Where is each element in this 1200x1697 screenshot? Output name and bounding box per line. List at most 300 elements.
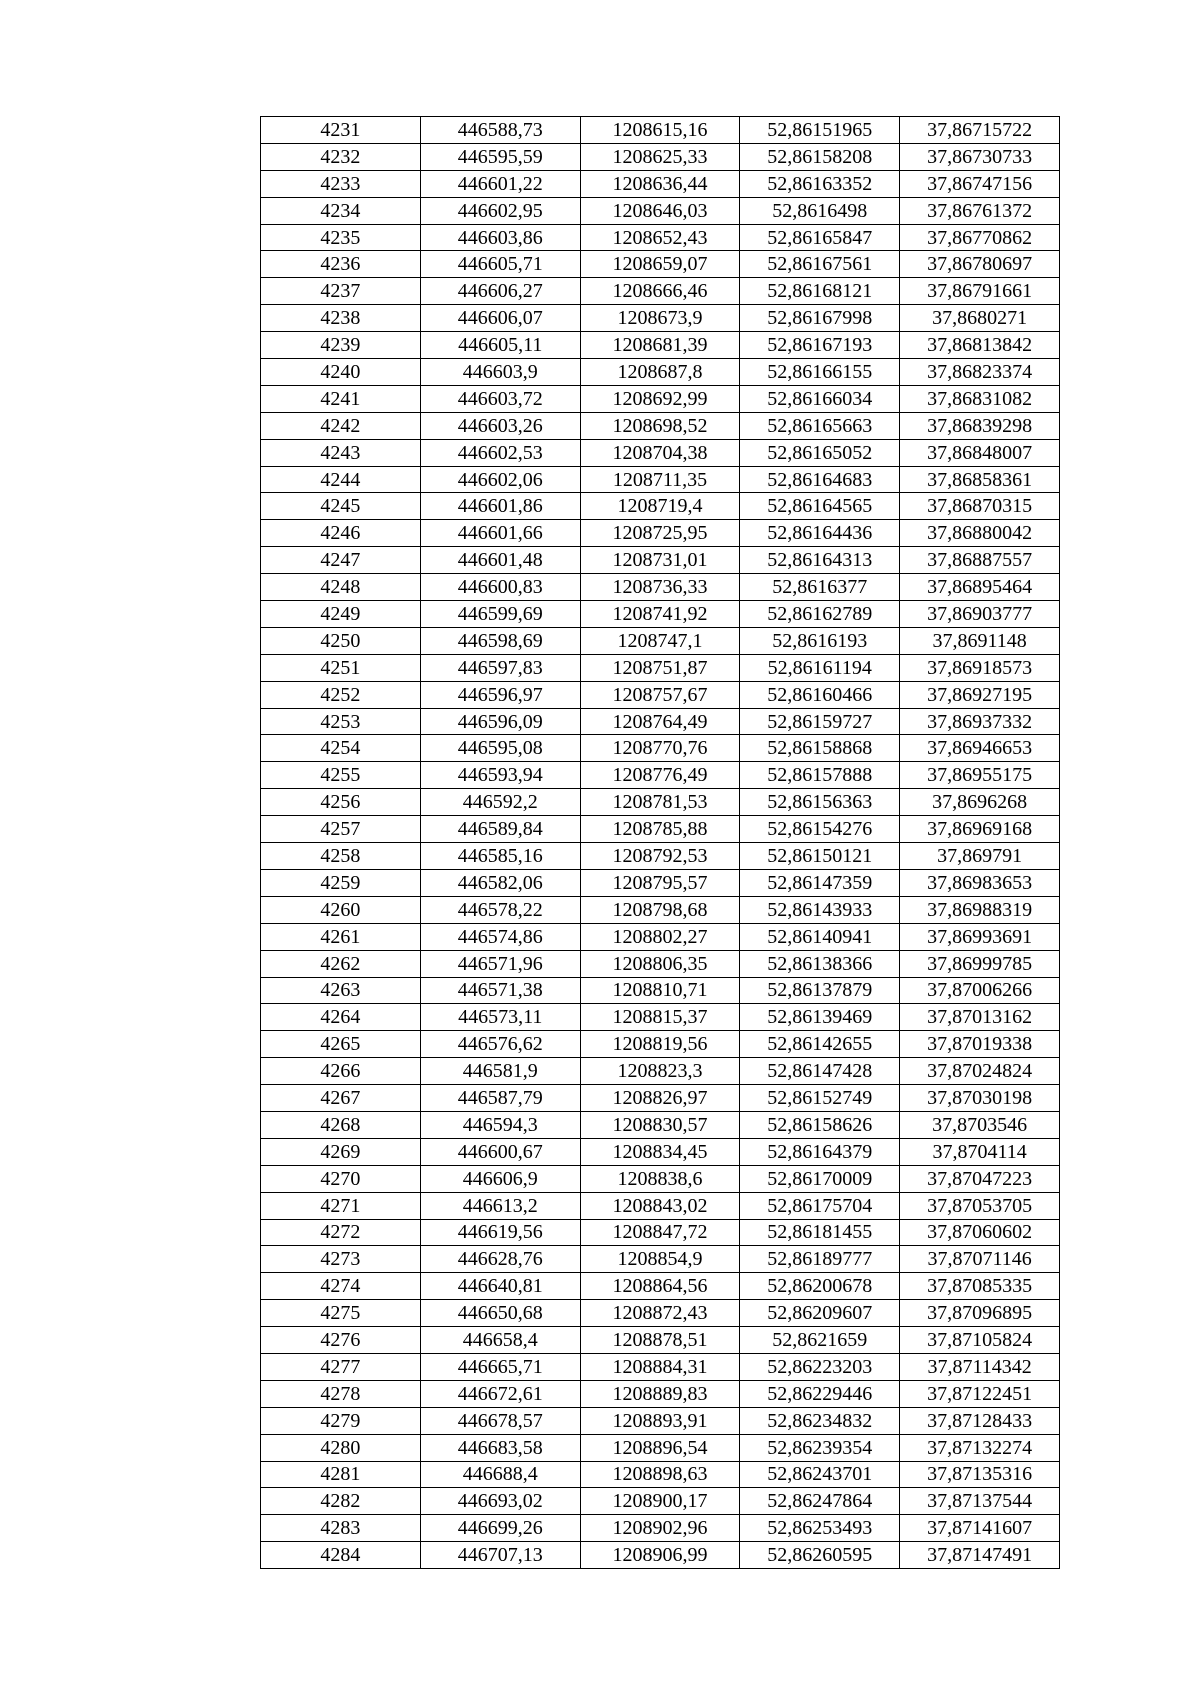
latitude-cell: 52,86167561: [740, 251, 900, 278]
x-coordinate-cell: 446573,11: [420, 1004, 580, 1031]
longitude-cell: 37,86730733: [900, 143, 1060, 170]
point-number-cell: 4266: [261, 1058, 421, 1085]
longitude-cell: 37,86903777: [900, 601, 1060, 628]
x-coordinate-cell: 446599,69: [420, 601, 580, 628]
table-row: [261, 896, 1060, 923]
point-number-cell: 4270: [261, 1165, 421, 1192]
x-coordinate-cell: 446594,3: [420, 1111, 580, 1138]
y-coordinate-cell: 1208823,3: [580, 1058, 740, 1085]
y-coordinate-cell: 1208893,91: [580, 1407, 740, 1434]
y-coordinate-cell: 1208900,17: [580, 1488, 740, 1515]
y-coordinate-cell: 1208698,52: [580, 412, 740, 439]
point-number-cell: 4273: [261, 1246, 421, 1273]
table-row: [261, 869, 1060, 896]
table-row: [261, 332, 1060, 359]
latitude-cell: 52,86170009: [740, 1165, 900, 1192]
x-coordinate-cell: 446601,22: [420, 170, 580, 197]
latitude-cell: 52,86164436: [740, 520, 900, 547]
latitude-cell: 52,86161194: [740, 654, 900, 681]
longitude-cell: 37,87122451: [900, 1380, 1060, 1407]
table-row: [261, 197, 1060, 224]
point-number-cell: 4280: [261, 1434, 421, 1461]
table-row: [261, 627, 1060, 654]
x-coordinate-cell: 446596,09: [420, 708, 580, 735]
longitude-cell: 37,87013162: [900, 1004, 1060, 1031]
table-row: [261, 816, 1060, 843]
longitude-cell: 37,87137544: [900, 1488, 1060, 1515]
point-number-cell: 4275: [261, 1300, 421, 1327]
latitude-cell: 52,86175704: [740, 1192, 900, 1219]
table-row: [261, 224, 1060, 251]
latitude-cell: 52,86189777: [740, 1246, 900, 1273]
point-number-cell: 4245: [261, 493, 421, 520]
latitude-cell: 52,86164565: [740, 493, 900, 520]
coordinates-table: [260, 116, 1060, 1569]
x-coordinate-cell: 446603,26: [420, 412, 580, 439]
longitude-cell: 37,8703546: [900, 1111, 1060, 1138]
x-coordinate-cell: 446571,96: [420, 950, 580, 977]
point-number-cell: 4284: [261, 1542, 421, 1569]
longitude-cell: 37,86870315: [900, 493, 1060, 520]
latitude-cell: 52,86152749: [740, 1085, 900, 1112]
table-row: [261, 305, 1060, 332]
point-number-cell: 4254: [261, 735, 421, 762]
y-coordinate-cell: 1208810,71: [580, 977, 740, 1004]
table-row: [261, 601, 1060, 628]
y-coordinate-cell: 1208792,53: [580, 843, 740, 870]
y-coordinate-cell: 1208843,02: [580, 1192, 740, 1219]
longitude-cell: 37,87006266: [900, 977, 1060, 1004]
table-row: [261, 1031, 1060, 1058]
point-number-cell: 4276: [261, 1327, 421, 1354]
latitude-cell: 52,8621659: [740, 1327, 900, 1354]
longitude-cell: 37,86955175: [900, 762, 1060, 789]
x-coordinate-cell: 446600,67: [420, 1138, 580, 1165]
longitude-cell: 37,87141607: [900, 1515, 1060, 1542]
point-number-cell: 4256: [261, 789, 421, 816]
x-coordinate-cell: 446585,16: [420, 843, 580, 870]
point-number-cell: 4262: [261, 950, 421, 977]
latitude-cell: 52,86181455: [740, 1219, 900, 1246]
y-coordinate-cell: 1208770,76: [580, 735, 740, 762]
x-coordinate-cell: 446596,97: [420, 681, 580, 708]
longitude-cell: 37,87053705: [900, 1192, 1060, 1219]
longitude-cell: 37,87132274: [900, 1434, 1060, 1461]
longitude-cell: 37,87085335: [900, 1273, 1060, 1300]
longitude-cell: 37,86983653: [900, 869, 1060, 896]
longitude-cell: 37,86780697: [900, 251, 1060, 278]
table-row: [261, 1488, 1060, 1515]
point-number-cell: 4249: [261, 601, 421, 628]
table-row: [261, 1380, 1060, 1407]
y-coordinate-cell: 1208776,49: [580, 762, 740, 789]
table-row: [261, 1327, 1060, 1354]
x-coordinate-cell: 446606,07: [420, 305, 580, 332]
point-number-cell: 4234: [261, 197, 421, 224]
latitude-cell: 52,86159727: [740, 708, 900, 735]
x-coordinate-cell: 446601,86: [420, 493, 580, 520]
y-coordinate-cell: 1208741,92: [580, 601, 740, 628]
point-number-cell: 4259: [261, 869, 421, 896]
y-coordinate-cell: 1208615,16: [580, 117, 740, 144]
longitude-cell: 37,87128433: [900, 1407, 1060, 1434]
x-coordinate-cell: 446582,06: [420, 869, 580, 896]
x-coordinate-cell: 446595,08: [420, 735, 580, 762]
longitude-cell: 37,86831082: [900, 385, 1060, 412]
point-number-cell: 4278: [261, 1380, 421, 1407]
table-row: [261, 1219, 1060, 1246]
x-coordinate-cell: 446603,72: [420, 385, 580, 412]
latitude-cell: 52,86160466: [740, 681, 900, 708]
latitude-cell: 52,86243701: [740, 1461, 900, 1488]
table-row: [261, 762, 1060, 789]
latitude-cell: 52,86154276: [740, 816, 900, 843]
y-coordinate-cell: 1208687,8: [580, 359, 740, 386]
latitude-cell: 52,86168121: [740, 278, 900, 305]
point-number-cell: 4263: [261, 977, 421, 1004]
x-coordinate-cell: 446597,83: [420, 654, 580, 681]
table-row: [261, 143, 1060, 170]
point-number-cell: 4283: [261, 1515, 421, 1542]
longitude-cell: 37,86747156: [900, 170, 1060, 197]
longitude-cell: 37,87047223: [900, 1165, 1060, 1192]
x-coordinate-cell: 446578,22: [420, 896, 580, 923]
point-number-cell: 4240: [261, 359, 421, 386]
x-coordinate-cell: 446581,9: [420, 1058, 580, 1085]
table-row: [261, 1165, 1060, 1192]
x-coordinate-cell: 446603,86: [420, 224, 580, 251]
longitude-cell: 37,86813842: [900, 332, 1060, 359]
x-coordinate-cell: 446707,13: [420, 1542, 580, 1569]
table-row: [261, 1300, 1060, 1327]
point-number-cell: 4261: [261, 923, 421, 950]
x-coordinate-cell: 446658,4: [420, 1327, 580, 1354]
latitude-cell: 52,86164379: [740, 1138, 900, 1165]
latitude-cell: 52,86138366: [740, 950, 900, 977]
latitude-cell: 52,86163352: [740, 170, 900, 197]
y-coordinate-cell: 1208736,33: [580, 574, 740, 601]
latitude-cell: 52,86147359: [740, 869, 900, 896]
x-coordinate-cell: 446576,62: [420, 1031, 580, 1058]
x-coordinate-cell: 446693,02: [420, 1488, 580, 1515]
table-row: [261, 1246, 1060, 1273]
y-coordinate-cell: 1208659,07: [580, 251, 740, 278]
longitude-cell: 37,86927195: [900, 681, 1060, 708]
x-coordinate-cell: 446602,06: [420, 466, 580, 493]
x-coordinate-cell: 446602,95: [420, 197, 580, 224]
x-coordinate-cell: 446605,11: [420, 332, 580, 359]
table-row: [261, 1434, 1060, 1461]
longitude-cell: 37,8680271: [900, 305, 1060, 332]
latitude-cell: 52,86209607: [740, 1300, 900, 1327]
x-coordinate-cell: 446588,73: [420, 117, 580, 144]
latitude-cell: 52,86200678: [740, 1273, 900, 1300]
y-coordinate-cell: 1208725,95: [580, 520, 740, 547]
point-number-cell: 4277: [261, 1353, 421, 1380]
x-coordinate-cell: 446683,58: [420, 1434, 580, 1461]
longitude-cell: 37,86918573: [900, 654, 1060, 681]
x-coordinate-cell: 446606,9: [420, 1165, 580, 1192]
longitude-cell: 37,8704114: [900, 1138, 1060, 1165]
y-coordinate-cell: 1208830,57: [580, 1111, 740, 1138]
point-number-cell: 4267: [261, 1085, 421, 1112]
latitude-cell: 52,86167998: [740, 305, 900, 332]
table-row: [261, 1542, 1060, 1569]
x-coordinate-cell: 446665,71: [420, 1353, 580, 1380]
x-coordinate-cell: 446650,68: [420, 1300, 580, 1327]
x-coordinate-cell: 446628,76: [420, 1246, 580, 1273]
table-row: [261, 170, 1060, 197]
y-coordinate-cell: 1208625,33: [580, 143, 740, 170]
table-row: [261, 681, 1060, 708]
longitude-cell: 37,86858361: [900, 466, 1060, 493]
table-row: [261, 1138, 1060, 1165]
y-coordinate-cell: 1208731,01: [580, 547, 740, 574]
latitude-cell: 52,8616377: [740, 574, 900, 601]
point-number-cell: 4237: [261, 278, 421, 305]
y-coordinate-cell: 1208646,03: [580, 197, 740, 224]
x-coordinate-cell: 446613,2: [420, 1192, 580, 1219]
point-number-cell: 4233: [261, 170, 421, 197]
table-row: [261, 1058, 1060, 1085]
y-coordinate-cell: 1208854,9: [580, 1246, 740, 1273]
longitude-cell: 37,86937332: [900, 708, 1060, 735]
longitude-cell: 37,86791661: [900, 278, 1060, 305]
table-row: [261, 950, 1060, 977]
longitude-cell: 37,8691148: [900, 627, 1060, 654]
table-row: [261, 466, 1060, 493]
coordinates-table-body: [261, 117, 1060, 1569]
y-coordinate-cell: 1208673,9: [580, 305, 740, 332]
longitude-cell: 37,86848007: [900, 439, 1060, 466]
point-number-cell: 4255: [261, 762, 421, 789]
point-number-cell: 4241: [261, 385, 421, 412]
y-coordinate-cell: 1208681,39: [580, 332, 740, 359]
y-coordinate-cell: 1208884,31: [580, 1353, 740, 1380]
table-row: [261, 708, 1060, 735]
latitude-cell: 52,86165052: [740, 439, 900, 466]
y-coordinate-cell: 1208704,38: [580, 439, 740, 466]
point-number-cell: 4236: [261, 251, 421, 278]
point-number-cell: 4252: [261, 681, 421, 708]
longitude-cell: 37,87114342: [900, 1353, 1060, 1380]
longitude-cell: 37,86969168: [900, 816, 1060, 843]
y-coordinate-cell: 1208781,53: [580, 789, 740, 816]
x-coordinate-cell: 446601,48: [420, 547, 580, 574]
y-coordinate-cell: 1208711,35: [580, 466, 740, 493]
latitude-cell: 52,86164683: [740, 466, 900, 493]
latitude-cell: 52,86140941: [740, 923, 900, 950]
x-coordinate-cell: 446593,94: [420, 762, 580, 789]
longitude-cell: 37,86715722: [900, 117, 1060, 144]
y-coordinate-cell: 1208636,44: [580, 170, 740, 197]
point-number-cell: 4247: [261, 547, 421, 574]
table-row: [261, 1515, 1060, 1542]
latitude-cell: 52,86143933: [740, 896, 900, 923]
y-coordinate-cell: 1208906,99: [580, 1542, 740, 1569]
table-row: [261, 117, 1060, 144]
table-row: [261, 1111, 1060, 1138]
table-row: [261, 1273, 1060, 1300]
longitude-cell: 37,87024824: [900, 1058, 1060, 1085]
y-coordinate-cell: 1208838,6: [580, 1165, 740, 1192]
x-coordinate-cell: 446619,56: [420, 1219, 580, 1246]
point-number-cell: 4238: [261, 305, 421, 332]
x-coordinate-cell: 446606,27: [420, 278, 580, 305]
latitude-cell: 52,86164313: [740, 547, 900, 574]
y-coordinate-cell: 1208847,72: [580, 1219, 740, 1246]
point-number-cell: 4251: [261, 654, 421, 681]
y-coordinate-cell: 1208785,88: [580, 816, 740, 843]
latitude-cell: 52,86156363: [740, 789, 900, 816]
x-coordinate-cell: 446640,81: [420, 1273, 580, 1300]
y-coordinate-cell: 1208878,51: [580, 1327, 740, 1354]
y-coordinate-cell: 1208815,37: [580, 1004, 740, 1031]
table-row: [261, 1461, 1060, 1488]
latitude-cell: 52,86166034: [740, 385, 900, 412]
table-row: [261, 923, 1060, 950]
y-coordinate-cell: 1208834,45: [580, 1138, 740, 1165]
point-number-cell: 4243: [261, 439, 421, 466]
longitude-cell: 37,87147491: [900, 1542, 1060, 1569]
longitude-cell: 37,86999785: [900, 950, 1060, 977]
x-coordinate-cell: 446589,84: [420, 816, 580, 843]
latitude-cell: 52,86158626: [740, 1111, 900, 1138]
longitude-cell: 37,86880042: [900, 520, 1060, 547]
point-number-cell: 4246: [261, 520, 421, 547]
x-coordinate-cell: 446603,9: [420, 359, 580, 386]
point-number-cell: 4235: [261, 224, 421, 251]
x-coordinate-cell: 446595,59: [420, 143, 580, 170]
longitude-cell: 37,86761372: [900, 197, 1060, 224]
latitude-cell: 52,86229446: [740, 1380, 900, 1407]
table-row: [261, 385, 1060, 412]
point-number-cell: 4258: [261, 843, 421, 870]
point-number-cell: 4265: [261, 1031, 421, 1058]
point-number-cell: 4269: [261, 1138, 421, 1165]
y-coordinate-cell: 1208692,99: [580, 385, 740, 412]
latitude-cell: 52,86239354: [740, 1434, 900, 1461]
table-row: [261, 1192, 1060, 1219]
longitude-cell: 37,86770862: [900, 224, 1060, 251]
longitude-cell: 37,869791: [900, 843, 1060, 870]
latitude-cell: 52,86139469: [740, 1004, 900, 1031]
y-coordinate-cell: 1208864,56: [580, 1273, 740, 1300]
point-number-cell: 4274: [261, 1273, 421, 1300]
latitude-cell: 52,86158208: [740, 143, 900, 170]
y-coordinate-cell: 1208819,56: [580, 1031, 740, 1058]
x-coordinate-cell: 446598,69: [420, 627, 580, 654]
latitude-cell: 52,86142655: [740, 1031, 900, 1058]
table-row: [261, 493, 1060, 520]
table-row: [261, 278, 1060, 305]
point-number-cell: 4232: [261, 143, 421, 170]
latitude-cell: 52,86151965: [740, 117, 900, 144]
table-row: [261, 977, 1060, 1004]
latitude-cell: 52,8616498: [740, 197, 900, 224]
point-number-cell: 4272: [261, 1219, 421, 1246]
point-number-cell: 4239: [261, 332, 421, 359]
y-coordinate-cell: 1208751,87: [580, 654, 740, 681]
point-number-cell: 4253: [261, 708, 421, 735]
longitude-cell: 37,86887557: [900, 547, 1060, 574]
longitude-cell: 37,87030198: [900, 1085, 1060, 1112]
table-row: [261, 1353, 1060, 1380]
point-number-cell: 4244: [261, 466, 421, 493]
latitude-cell: 52,86137879: [740, 977, 900, 1004]
latitude-cell: 52,86260595: [740, 1542, 900, 1569]
latitude-cell: 52,86158868: [740, 735, 900, 762]
latitude-cell: 52,86165847: [740, 224, 900, 251]
y-coordinate-cell: 1208889,83: [580, 1380, 740, 1407]
latitude-cell: 52,86150121: [740, 843, 900, 870]
table-row: [261, 251, 1060, 278]
latitude-cell: 52,86165663: [740, 412, 900, 439]
table-row: [261, 1085, 1060, 1112]
table-row: [261, 735, 1060, 762]
point-number-cell: 4281: [261, 1461, 421, 1488]
table-row: [261, 654, 1060, 681]
point-number-cell: 4264: [261, 1004, 421, 1031]
longitude-cell: 37,86946653: [900, 735, 1060, 762]
x-coordinate-cell: 446587,79: [420, 1085, 580, 1112]
longitude-cell: 37,86823374: [900, 359, 1060, 386]
y-coordinate-cell: 1208719,4: [580, 493, 740, 520]
longitude-cell: 37,86993691: [900, 923, 1060, 950]
x-coordinate-cell: 446602,53: [420, 439, 580, 466]
y-coordinate-cell: 1208902,96: [580, 1515, 740, 1542]
y-coordinate-cell: 1208652,43: [580, 224, 740, 251]
x-coordinate-cell: 446699,26: [420, 1515, 580, 1542]
table-row: [261, 439, 1060, 466]
longitude-cell: 37,87105824: [900, 1327, 1060, 1354]
point-number-cell: 4260: [261, 896, 421, 923]
point-number-cell: 4250: [261, 627, 421, 654]
y-coordinate-cell: 1208898,63: [580, 1461, 740, 1488]
point-number-cell: 4242: [261, 412, 421, 439]
y-coordinate-cell: 1208666,46: [580, 278, 740, 305]
latitude-cell: 52,86223203: [740, 1353, 900, 1380]
y-coordinate-cell: 1208806,35: [580, 950, 740, 977]
y-coordinate-cell: 1208826,97: [580, 1085, 740, 1112]
longitude-cell: 37,87135316: [900, 1461, 1060, 1488]
x-coordinate-cell: 446600,83: [420, 574, 580, 601]
point-number-cell: 4268: [261, 1111, 421, 1138]
latitude-cell: 52,86162789: [740, 601, 900, 628]
point-number-cell: 4231: [261, 117, 421, 144]
x-coordinate-cell: 446688,4: [420, 1461, 580, 1488]
y-coordinate-cell: 1208872,43: [580, 1300, 740, 1327]
table-row: [261, 843, 1060, 870]
table-row: [261, 574, 1060, 601]
longitude-cell: 37,86895464: [900, 574, 1060, 601]
x-coordinate-cell: 446601,66: [420, 520, 580, 547]
point-number-cell: 4279: [261, 1407, 421, 1434]
longitude-cell: 37,86839298: [900, 412, 1060, 439]
x-coordinate-cell: 446678,57: [420, 1407, 580, 1434]
y-coordinate-cell: 1208802,27: [580, 923, 740, 950]
y-coordinate-cell: 1208896,54: [580, 1434, 740, 1461]
longitude-cell: 37,87019338: [900, 1031, 1060, 1058]
y-coordinate-cell: 1208764,49: [580, 708, 740, 735]
x-coordinate-cell: 446672,61: [420, 1380, 580, 1407]
y-coordinate-cell: 1208757,67: [580, 681, 740, 708]
latitude-cell: 52,86167193: [740, 332, 900, 359]
table-row: [261, 789, 1060, 816]
table-row: [261, 520, 1060, 547]
longitude-cell: 37,87096895: [900, 1300, 1060, 1327]
latitude-cell: 52,86166155: [740, 359, 900, 386]
